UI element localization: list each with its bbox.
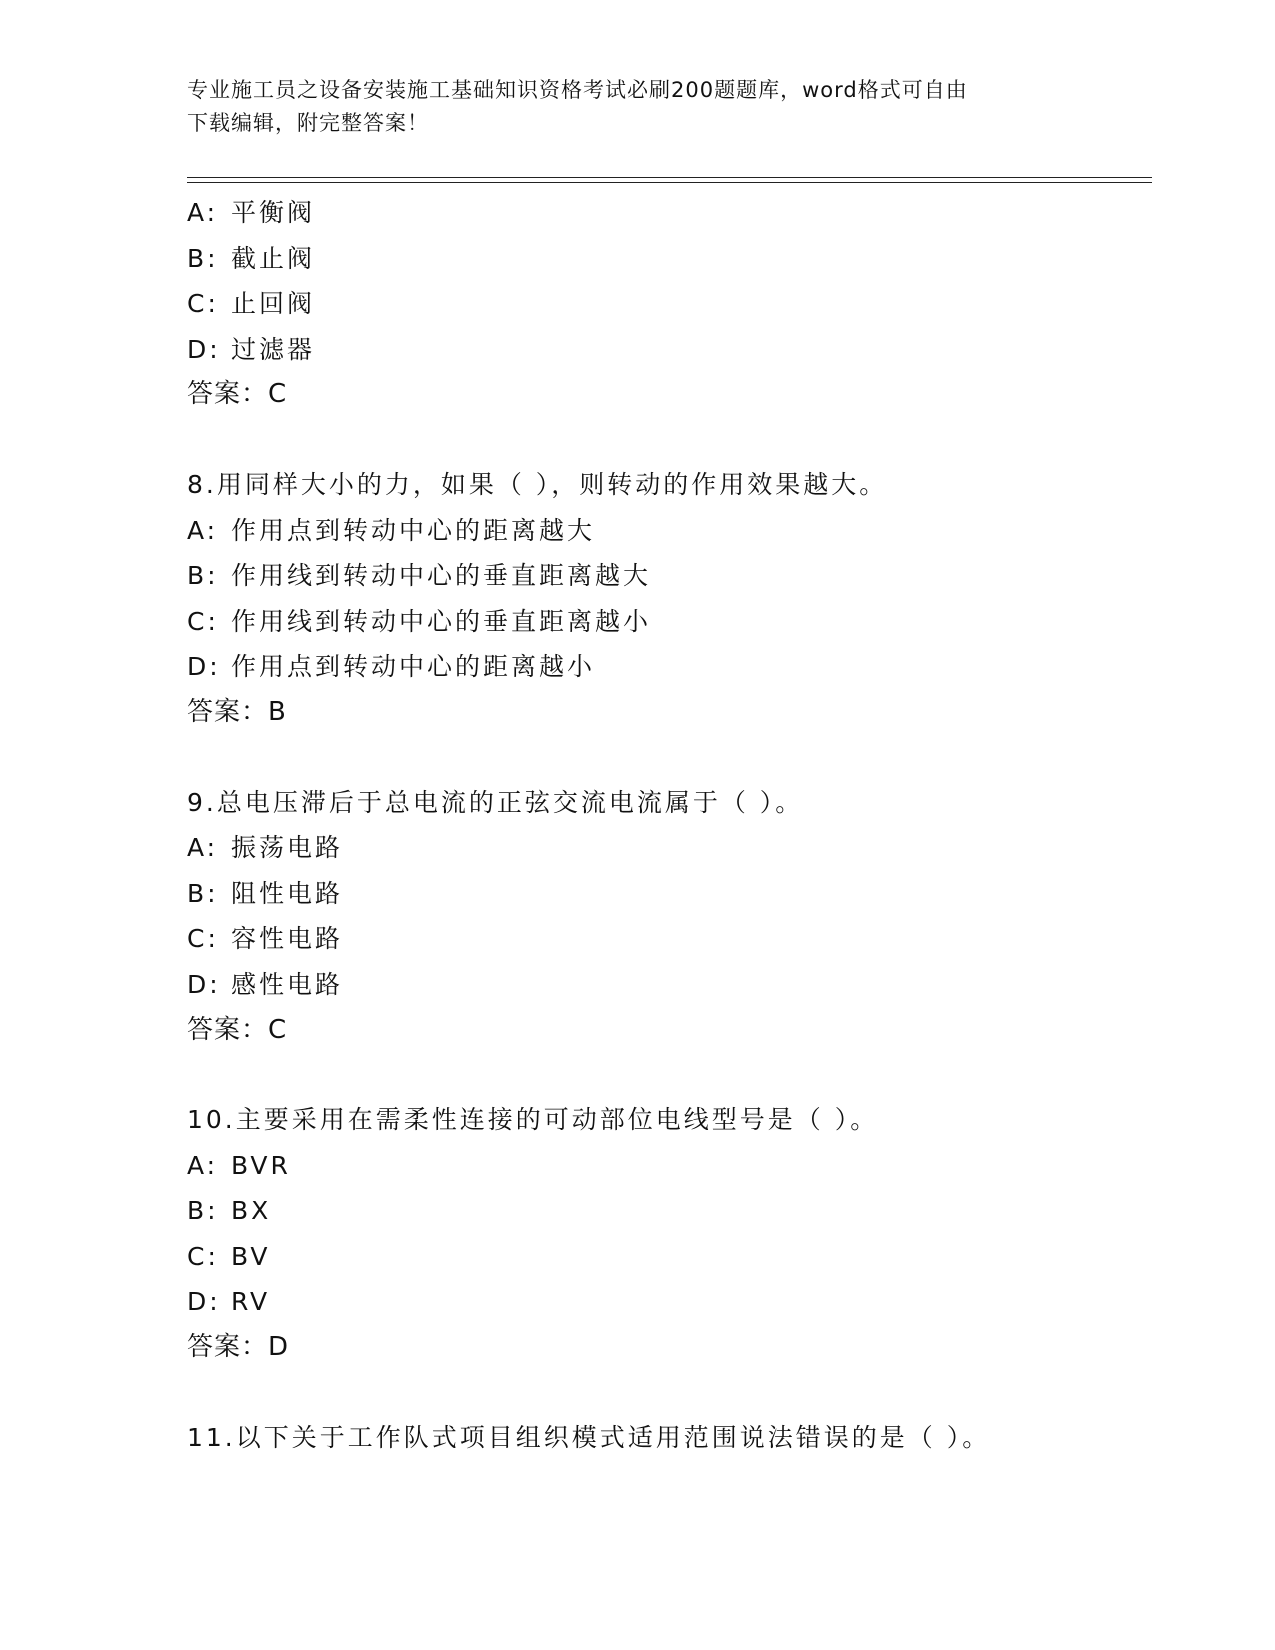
header-rule-top	[187, 177, 1152, 178]
option-text: 止回阀	[231, 289, 316, 319]
option-text: BVR	[231, 1150, 291, 1180]
option-label: D:	[187, 652, 221, 682]
option-c	[187, 916, 1147, 962]
option-text: 振荡电路	[231, 833, 344, 863]
answer-line: 答案：C	[187, 379, 288, 410]
option-label: D:	[187, 1287, 221, 1317]
option-label: A:	[187, 833, 219, 863]
option-text: 作用线到转动中心的垂直距离越小	[231, 606, 652, 636]
question-10-block	[187, 1097, 1147, 1371]
question-stem: 8.用同样大小的力，如果（ ），则转动的作用效果越大。	[187, 469, 888, 499]
option-b	[187, 1188, 1147, 1234]
option-d	[187, 1279, 1147, 1325]
option-label: A:	[187, 515, 219, 545]
option-label: B:	[187, 1196, 219, 1226]
option-c	[187, 281, 1147, 327]
option-label: A:	[187, 1150, 219, 1180]
question-stem: 11.以下关于工作队式项目组织模式适用范围说法错误的是（ ）。	[187, 1422, 991, 1452]
option-text: RV	[231, 1287, 271, 1317]
option-c	[187, 1234, 1147, 1280]
answer-line: 答案：C	[187, 1014, 288, 1045]
option-a	[187, 190, 1147, 236]
option-label: C:	[187, 1241, 219, 1271]
option-label: B:	[187, 878, 219, 908]
option-label: A:	[187, 198, 219, 227]
option-text: 阻性电路	[231, 878, 344, 908]
option-c	[187, 599, 1147, 645]
partial-question-block	[187, 190, 1147, 418]
question-11-block	[187, 1415, 1147, 1461]
header-rule-bottom	[187, 182, 1152, 183]
question-stem: 9.总电压滞后于总电流的正弦交流电流属于（ ）。	[187, 787, 804, 817]
question-stem: 10.主要采用在需柔性连接的可动部位电线型号是（ ）。	[187, 1105, 879, 1135]
document-header	[187, 74, 1067, 140]
option-label: D:	[187, 334, 221, 364]
option-d	[187, 962, 1147, 1008]
option-label: C:	[187, 924, 219, 954]
option-b	[187, 236, 1147, 282]
option-text: 过滤器	[231, 334, 316, 364]
header-line-1: 专业施工员之设备安装施工基础知识资格考试必刷200题题库，word格式可自由	[187, 78, 968, 102]
option-d	[187, 644, 1147, 690]
answer-line: 答案：D	[187, 1332, 290, 1363]
option-text: 作用线到转动中心的垂直距离越大	[231, 561, 652, 591]
option-label: B:	[187, 561, 219, 591]
option-text: 平衡阀	[231, 198, 316, 227]
option-b	[187, 553, 1147, 599]
option-text: 截止阀	[231, 243, 316, 273]
option-text: BV	[231, 1241, 271, 1271]
header-line-2: 下载编辑，附完整答案！	[187, 111, 429, 135]
question-9-block	[187, 780, 1147, 1054]
option-text: 作用点到转动中心的距离越小	[231, 652, 596, 682]
option-a	[187, 1143, 1147, 1189]
option-text: 感性电路	[231, 969, 344, 999]
option-b	[187, 871, 1147, 917]
option-d	[187, 327, 1147, 373]
option-label: B:	[187, 243, 219, 273]
answer-line: 答案：B	[187, 696, 287, 727]
option-a	[187, 825, 1147, 871]
option-text: 容性电路	[231, 924, 344, 954]
option-label: C:	[187, 289, 219, 319]
question-content	[187, 190, 1147, 1460]
option-text: BX	[231, 1196, 272, 1226]
option-a	[187, 508, 1147, 554]
option-label: C:	[187, 606, 219, 636]
question-8-block	[187, 462, 1147, 736]
option-text: 作用点到转动中心的距离越大	[231, 515, 596, 545]
option-label: D:	[187, 969, 221, 999]
